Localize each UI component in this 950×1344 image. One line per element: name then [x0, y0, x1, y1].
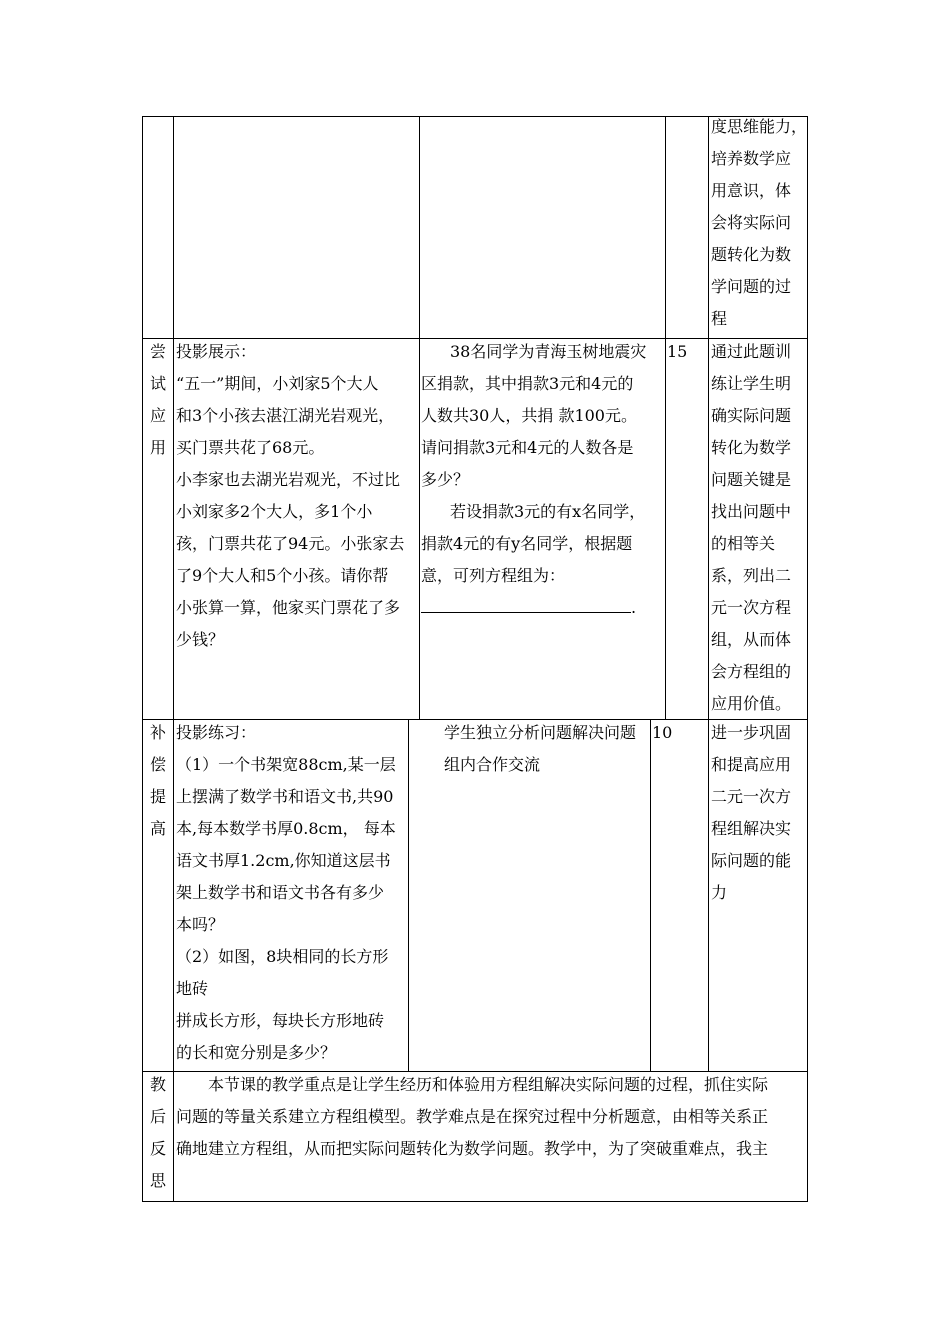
row1-student-cell	[419, 116, 666, 339]
teacher-line: 语文书厚1.2cm,你知道这层书	[176, 851, 391, 870]
blank-suffix: .	[631, 598, 637, 617]
goal-line: 进一步巩固	[711, 723, 792, 742]
goal-line: 际问题的能	[711, 851, 792, 870]
label-char: 教	[149, 1075, 166, 1094]
goal-line: 和提高应用	[711, 755, 792, 774]
row1-label-cell	[142, 116, 174, 339]
label-char: 反	[149, 1139, 166, 1158]
teacher-line: 地砖	[176, 979, 209, 998]
student-line: 区捐款，其中捐款3元和4元的	[421, 374, 634, 393]
teacher-line: 的长和宽分别是多少？	[176, 1043, 337, 1062]
teacher-line: （2）如图，8块相同的长方形	[176, 947, 389, 966]
student-line: 意，可列方程组为：	[421, 566, 566, 585]
teacher-line: 本,每本数学书厚0.8cm， 每本	[176, 819, 396, 838]
row1-teacher-cell	[173, 116, 420, 339]
goal-line: 找出问题中	[711, 502, 792, 521]
student-line: 捐款4元的有y名同学，根据题	[421, 534, 633, 553]
teacher-line: 投影展示：	[176, 342, 257, 361]
goal-line: 二元一次方	[711, 787, 792, 806]
label-char: 后	[149, 1107, 166, 1126]
teacher-line: 和3个小孩去湛江湖光岩观光，	[176, 406, 395, 425]
goal-line: 的相等关	[711, 534, 776, 553]
goal-line: 程组解决实	[711, 819, 792, 838]
student-line: 组内合作交流	[444, 755, 541, 774]
row3-time-cell	[650, 719, 709, 1072]
reflection-line: 本节课的教学重点是让学生经历和体验用方程组解决实际问题的过程，抓住实际	[176, 1075, 769, 1094]
student-line: 人数共30人，共捐 款100元。	[421, 406, 637, 425]
student-line: 多少？	[421, 470, 470, 489]
teacher-line: 少钱？	[176, 630, 225, 649]
label-char: 思	[149, 1171, 166, 1190]
teacher-line: （1）一个书架宽88cm,某一层	[176, 755, 396, 774]
row2-time: 15	[667, 342, 688, 361]
goal-line: 系，列出二	[711, 566, 792, 585]
goal-line: 转化为数学	[711, 438, 792, 457]
student-line: 请问捐款3元和4元的人数各是	[421, 438, 634, 457]
goal-line: 题转化为数	[711, 245, 792, 264]
reflection-line: 问题的等量关系建立方程组模型。教学难点是在探究过程中分析题意，由相等关系正	[176, 1107, 769, 1126]
student-line: 学生独立分析问题解决问题	[444, 723, 637, 742]
teacher-line: 投影练习：	[176, 723, 257, 742]
row2-time-cell	[665, 338, 709, 720]
teacher-line: “五一”期间，小刘家5个大人	[176, 374, 379, 393]
label-char: 提	[149, 787, 166, 806]
teacher-line: 上摆满了数学书和语文书,共90	[176, 787, 394, 806]
student-line: 38名同学为青海玉树地震灾	[450, 342, 647, 361]
goal-line: 会方程组的	[711, 662, 792, 681]
teacher-line: 孩，门票共花了94元。小张家去	[176, 534, 405, 553]
label-char: 用	[149, 438, 166, 457]
label-char: 高	[149, 819, 166, 838]
teacher-line: 架上数学书和语文书各有多少	[176, 883, 385, 902]
teacher-line: 小刘家多2个大人，多1个小	[176, 502, 373, 521]
goal-line: 练让学生明	[711, 374, 792, 393]
label-char: 应	[149, 406, 166, 425]
goal-line: 度思维能力，	[711, 117, 808, 136]
goal-line: 问题关键是	[711, 470, 792, 489]
goal-line: 通过此题训	[711, 342, 792, 361]
label-char: 尝	[149, 342, 166, 361]
student-line: 若设捐款3元的有x名同学，	[450, 502, 646, 521]
teacher-line: 拼成长方形，每块长方形地砖	[176, 1011, 385, 1030]
reflection-line: 确地建立方程组，从而把实际问题转化为数学问题。教学中，为了突破重难点，我主	[176, 1139, 769, 1158]
goal-line: 程	[711, 309, 728, 328]
goal-line: 应用价值。	[711, 694, 792, 713]
teacher-line: 买门票共花了68元。	[176, 438, 325, 457]
answer-blank	[421, 592, 631, 613]
goal-line: 用意识，体	[711, 181, 792, 200]
goal-line: 确实际问题	[711, 406, 792, 425]
goal-line: 培养数学应	[711, 149, 792, 168]
label-char: 补	[149, 723, 166, 742]
goal-line: 元一次方程	[711, 598, 792, 617]
goal-line: 力	[711, 883, 728, 902]
label-char: 偿	[149, 755, 166, 774]
teacher-line: 小张算一算，他家买门票花了多	[176, 598, 401, 617]
teacher-line: 本吗？	[176, 915, 225, 934]
goal-line: 组，从而体	[711, 630, 792, 649]
label-char: 试	[149, 374, 166, 393]
teacher-line: 了9个大人和5个小孩。请你帮	[176, 566, 389, 585]
answer-blank-line	[421, 592, 636, 624]
row3-time: 10	[652, 723, 673, 742]
goal-line: 会将实际问	[711, 213, 792, 232]
row1-time-cell	[665, 116, 709, 339]
teacher-line: 小李家也去湖光岩观光，不过比	[176, 470, 401, 489]
goal-line: 学问题的过	[711, 277, 792, 296]
